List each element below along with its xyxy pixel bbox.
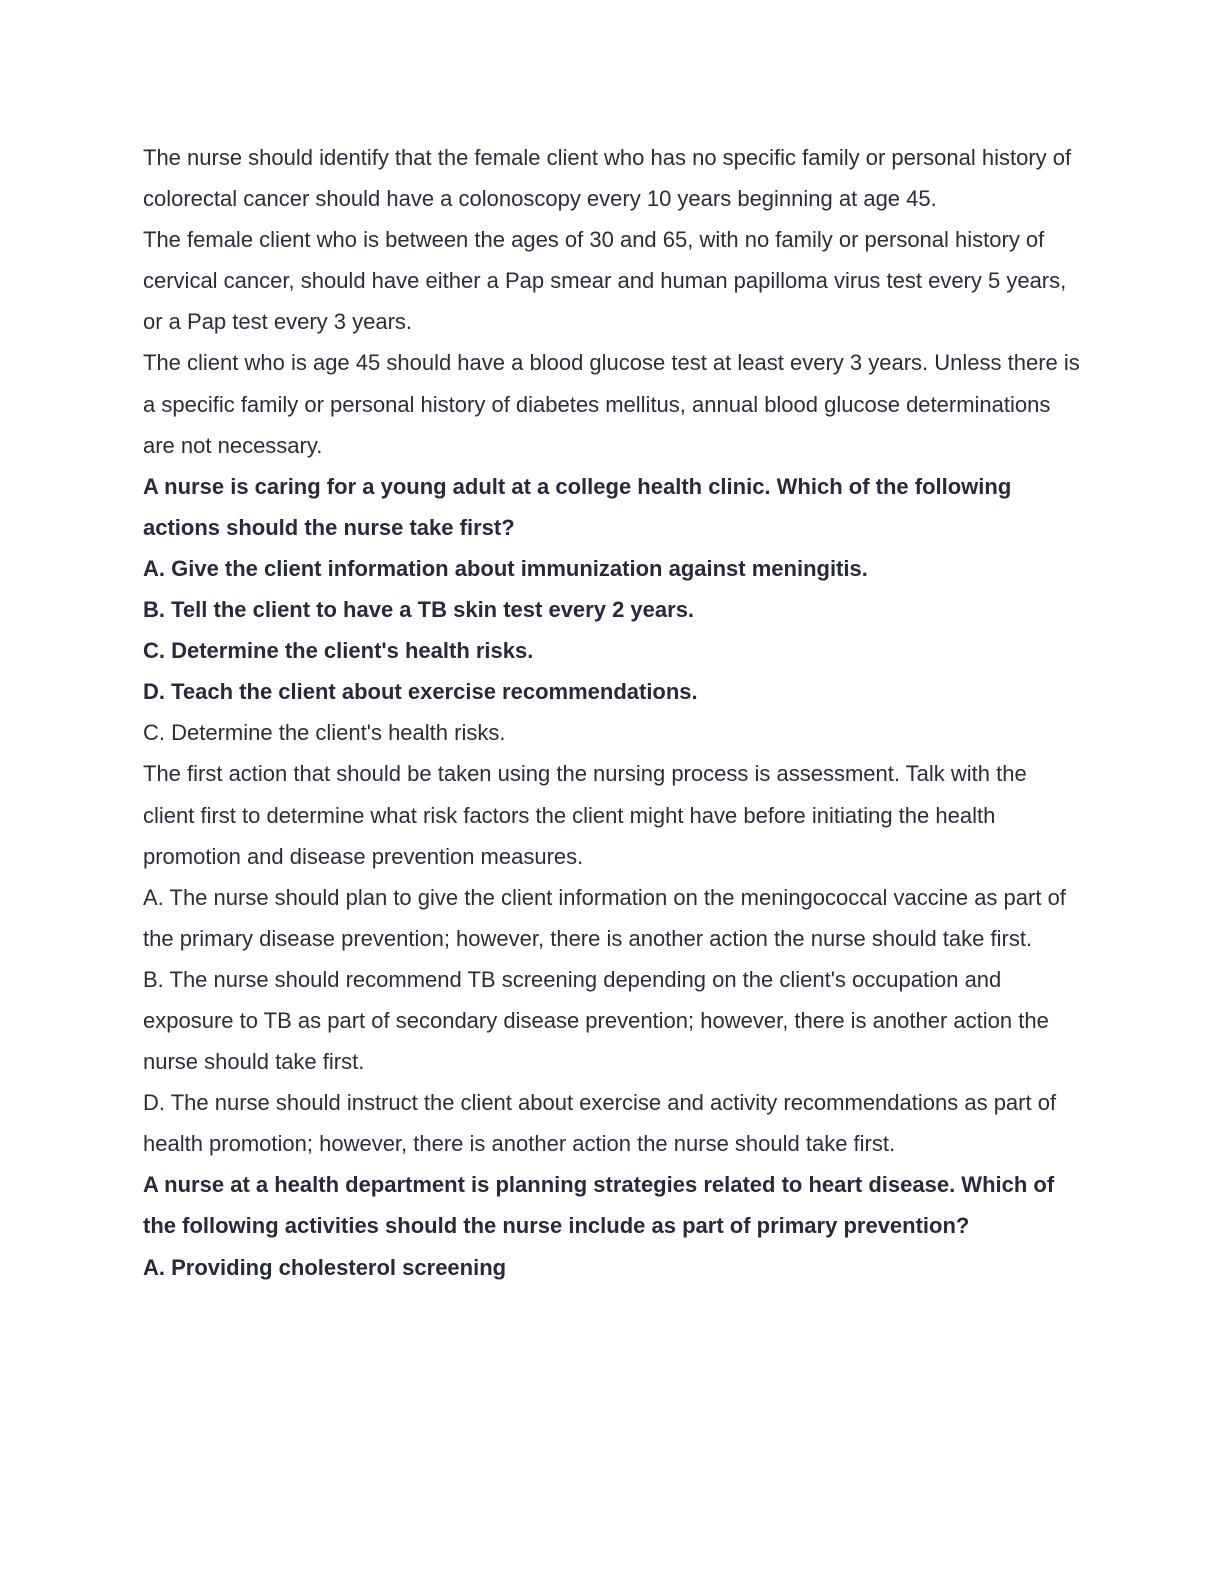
- option-b: B. Tell the client to have a TB skin test every 2 years.: [143, 597, 695, 623]
- answer-rationale: The first action that should be taken using the nursing process is assessment. Talk with the client first to determine what risk factors the client might have before initiating the health promotion and disease prevention measures.: [143, 761, 1027, 869]
- question-heart-disease: A nurse at a health department is planning strategies related to heart disease. Which of the following activities should the nurse include as part of primary prevention?: [143, 1172, 1055, 1239]
- rationale-option-d: D. The nurse should instruct the client about exercise and activity recommendations as part of health promotion; however, there is another action the nurse should take first.: [143, 1090, 1057, 1157]
- answer: C. Determine the client's health risks.: [143, 720, 506, 746]
- rationale-colorectal: The nurse should identify that the female client who has no specific family or personal history of colorectal cancer should have a colonoscopy every 10 years beginning at age 45.: [143, 145, 1072, 212]
- option-d: D. Teach the client about exercise recommendations.: [143, 679, 698, 705]
- rationale-option-b: B. The nurse should recommend TB screening depending on the client's occupation and exposure to TB as part of secondary disease prevention; however, there is another action the nurse should take first.: [143, 966, 1049, 1075]
- rationale-option-a: A. The nurse should plan to give the client information on the meningococcal vaccine as part of the primary disease prevention; however, there is another action the nurse should take first.: [143, 884, 1066, 951]
- option-c: C. Determine the client's health risks.: [143, 638, 534, 664]
- option-a-cholesterol: A. Providing cholesterol screening: [143, 1254, 507, 1280]
- question-college-clinic: A nurse is caring for a young adult at a college health clinic. Which of the following actions should the nurse take first?: [143, 473, 1012, 540]
- rationale-cervical: The female client who is between the ages of 30 and 65, with no family or personal history of cervical cancer, should have either a Pap smear and human papilloma virus test every 5 years, or a Pap test every 3 years.: [143, 227, 1067, 335]
- document-page: [143, 137, 1083, 1288]
- option-a: A. Give the client information about immunization against meningitis.: [143, 555, 868, 581]
- rationale-glucose: The client who is age 45 should have a blood glucose test at least every 3 years. Unless there is a specific family or personal history of diabetes mellitus, annual blood glucose determinations are not necessary.: [143, 350, 1080, 458]
